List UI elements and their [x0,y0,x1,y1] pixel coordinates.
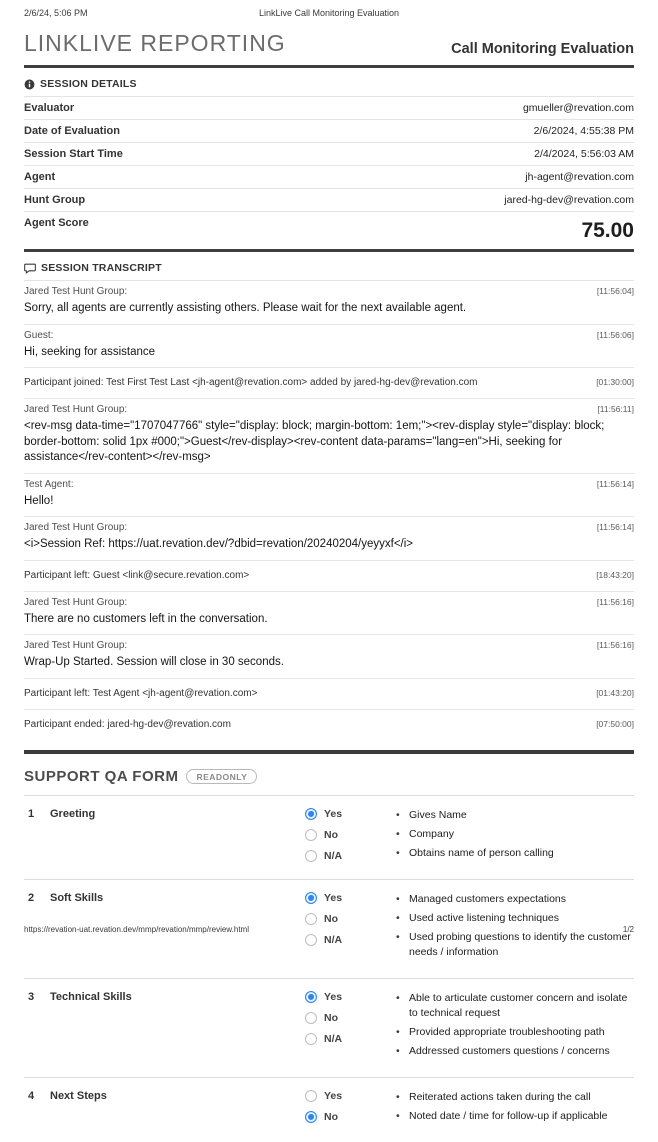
qa-option-na[interactable] [305,1033,390,1045]
qa-item-number: 1 [28,807,35,820]
qa-option-yes[interactable] [305,1090,390,1102]
print-footer-url: https://revation-uat.revation.dev/mmp/revation/mmp/review.html [24,925,249,934]
report-title: Call Monitoring Evaluation [451,41,634,57]
qa-option-group [305,808,390,865]
transcript-message-text: <i>Session Ref: https://uat.revation.dev/?dbid=revation/20240204/yeyyxf</i> [24,538,414,550]
transcript-message-head [24,403,634,417]
qa-criteria-item: • Managed customers expectations [396,892,634,907]
transcript-entries [24,280,634,740]
radio-icon[interactable] [305,1012,317,1024]
qa-item [24,978,634,1077]
session-transcript-header [24,252,634,280]
transcript-message-head [24,329,634,343]
transcript-timestamp: [11:56:14] [596,522,634,532]
qa-criteria-list [396,1090,634,1128]
qa-criteria-item: • Provided appropriate troubleshooting path [396,1025,634,1040]
transcript-sender: Test Agent: [24,478,74,490]
detail-value: 2/4/2024, 5:56:03 AM [534,148,634,160]
chat-bubble-icon [24,263,36,274]
transcript-event [24,368,634,399]
qa-form-header [24,754,634,795]
transcript-timestamp: [11:56:04] [596,286,634,296]
transcript-timestamp: [11:56:14] [596,478,634,489]
radio-selected-icon[interactable] [305,808,317,820]
transcript-message-head [24,521,634,535]
qa-option-label: N/A [324,849,343,862]
qa-criteria-item: • Noted date / time for follow-up if applicable [396,1109,634,1124]
transcript-message-head [24,478,634,492]
detail-label: Date of Evaluation [24,125,120,137]
print-footer [24,925,634,934]
brand-title: LINKLIVE REPORTING [24,30,286,56]
transcript-message [24,399,634,474]
detail-row [24,96,634,120]
qa-criteria-item: • Company [396,827,634,842]
qa-form-title: SUPPORT QA FORM [24,767,179,785]
detail-row [24,120,634,143]
transcript-event-text: Participant joined: Test First Test Last <jh-agent@revation.com> added by jared-hg-dev@revation.com [24,377,478,388]
transcript-sender: Jared Test Hunt Group: [24,596,128,608]
detail-row [24,189,634,212]
qa-option-group [305,1090,390,1128]
qa-option-label: N/A [324,1032,343,1045]
transcript-message [24,517,634,561]
transcript-event [24,710,634,740]
session-details-heading: SESSION DETAILS [40,78,137,90]
transcript-event [24,561,634,592]
qa-criteria-list [396,991,634,1063]
report-header [24,26,634,68]
qa-item-label: Soft Skills [50,891,104,904]
qa-criteria-item: • Addressed customers questions / concerns [396,1044,634,1059]
readonly-badge: READONLY [186,769,257,784]
qa-option-label: Yes [324,807,343,820]
qa-form-section [24,754,634,1142]
qa-item [24,1077,634,1142]
qa-option-label: No [324,912,338,925]
transcript-message-text: Hello! [24,494,54,507]
radio-icon[interactable] [305,1033,317,1045]
qa-option-label: Yes [324,1089,343,1102]
transcript-event-text: Participant left: Test Agent <jh-agent@revation.com> [24,687,258,699]
detail-value: 2/6/2024, 4:55:38 PM [533,125,634,137]
info-icon [24,79,35,90]
transcript-timestamp: [11:56:11] [597,404,634,414]
session-details-rows [24,96,634,212]
transcript-message-head [24,596,634,610]
qa-option-label: No [324,1110,338,1123]
transcript-sender: Jared Test Hunt Group: [24,640,128,651]
qa-item-number: 3 [28,990,35,1003]
transcript-message [24,635,634,679]
transcript-message [24,281,634,325]
agent-score-value: 75.00 [581,219,634,242]
radio-selected-icon[interactable] [305,892,317,904]
transcript-message-text: There are no customers left in the conversation. [24,612,268,625]
transcript-message [24,474,634,518]
qa-criteria-item: • Able to articulate customer concern and isolate to technical request [396,991,634,1021]
session-transcript-heading: SESSION TRANSCRIPT [41,262,162,274]
transcript-timestamp: [11:56:16] [596,640,634,650]
print-datetime: 2/6/24, 5:06 PM [24,8,88,18]
qa-option-yes[interactable] [305,991,390,1003]
qa-item [24,795,634,879]
transcript-message [24,592,634,636]
radio-icon[interactable] [305,913,317,925]
detail-row [24,166,634,189]
qa-item-number: 4 [28,1089,35,1102]
detail-label: Session Start Time [24,148,123,160]
qa-option-group [305,991,390,1063]
radio-selected-icon[interactable] [305,991,317,1003]
qa-criteria-item: • Obtains name of person calling [396,846,634,861]
qa-item-label: Greeting [50,807,96,820]
session-details-section [24,68,634,252]
radio-icon[interactable] [305,850,317,862]
qa-item-label: Next Steps [50,1089,107,1102]
print-doc-title: LinkLive Call Monitoring Evaluation [258,8,400,18]
detail-value: jared-hg-dev@revation.com [504,194,634,206]
qa-criteria-item: • Used active listening techniques [396,911,634,926]
detail-value: jh-agent@revation.com [525,171,634,183]
session-transcript-section [24,252,634,754]
qa-criteria-list [396,808,634,865]
transcript-sender: Jared Test Hunt Group: [24,522,128,533]
transcript-event-text: Participant left: Guest <link@secure.revation.com> [24,569,250,581]
qa-option-no[interactable] [305,913,390,925]
qa-criteria-item: • Used probing questions to identify the customer needs / information [396,930,634,960]
transcript-message [24,325,634,369]
transcript-message-text: Wrap-Up Started. Session will close in 30 seconds. [24,656,284,668]
qa-option-yes[interactable] [305,892,390,904]
transcript-timestamp: [01:43:20] [596,687,634,698]
agent-score-label: Agent Score [24,217,89,229]
qa-option-yes[interactable] [305,808,390,820]
qa-criteria-item: • Reiterated actions taken during the call [396,1090,634,1105]
qa-item-number: 2 [28,891,35,904]
qa-option-label: N/A [324,933,343,946]
qa-criteria-item: • Gives Name [396,808,634,823]
transcript-timestamp: [01:30:00] [596,377,634,387]
print-footer-page: 1/2 [622,925,634,934]
radio-icon[interactable] [305,829,317,841]
transcript-event-text: Participant ended: jared-hg-dev@revation.com [24,718,231,730]
qa-option-label: No [324,1011,338,1024]
transcript-event [24,679,634,710]
qa-items [24,795,634,1142]
print-header [24,8,634,18]
radio-selected-icon[interactable] [305,1111,317,1123]
agent-score-row [24,212,634,252]
transcript-sender: Jared Test Hunt Group: [24,404,128,415]
transcript-timestamp: [11:56:16] [596,596,634,607]
qa-option-no[interactable] [305,829,390,841]
transcript-timestamp: [11:56:06] [596,329,634,340]
transcript-message-text: <rev-msg data-time="1707047766" style="display: block; margin-bottom: 1em;"><rev-display style="display: block; border-bottom: solid 1px #000;">Guest</rev-display><rev-content data-params="lang=en">Hi, seeking for assistance</rev-content></rev-msg> [24,420,605,463]
transcript-message-text: Hi, seeking for assistance [24,345,156,358]
qa-item-label: Technical Skills [50,990,132,1003]
detail-label: Agent [24,171,56,183]
qa-option-label: Yes [324,990,343,1003]
radio-icon[interactable] [305,1090,317,1102]
transcript-message-head [24,285,634,299]
qa-option-no[interactable] [305,1012,390,1024]
transcript-timestamp: [07:50:00] [596,718,634,729]
transcript-timestamp: [18:43:20] [596,569,634,580]
qa-option-no[interactable] [305,1111,390,1123]
transcript-sender: Guest: [24,329,54,341]
detail-row [24,143,634,166]
detail-label: Hunt Group [24,194,86,206]
qa-option-na[interactable] [305,850,390,862]
transcript-sender: Jared Test Hunt Group: [24,286,128,297]
detail-label: Evaluator [24,102,75,114]
session-details-header [24,68,634,96]
qa-option-label: Yes [324,891,343,904]
transcript-message-head [24,639,634,653]
qa-option-label: No [324,828,338,841]
detail-value: gmueller@revation.com [522,102,634,114]
transcript-message-text: Sorry, all agents are currently assisting others. Please wait for the next available agent. [24,302,467,314]
